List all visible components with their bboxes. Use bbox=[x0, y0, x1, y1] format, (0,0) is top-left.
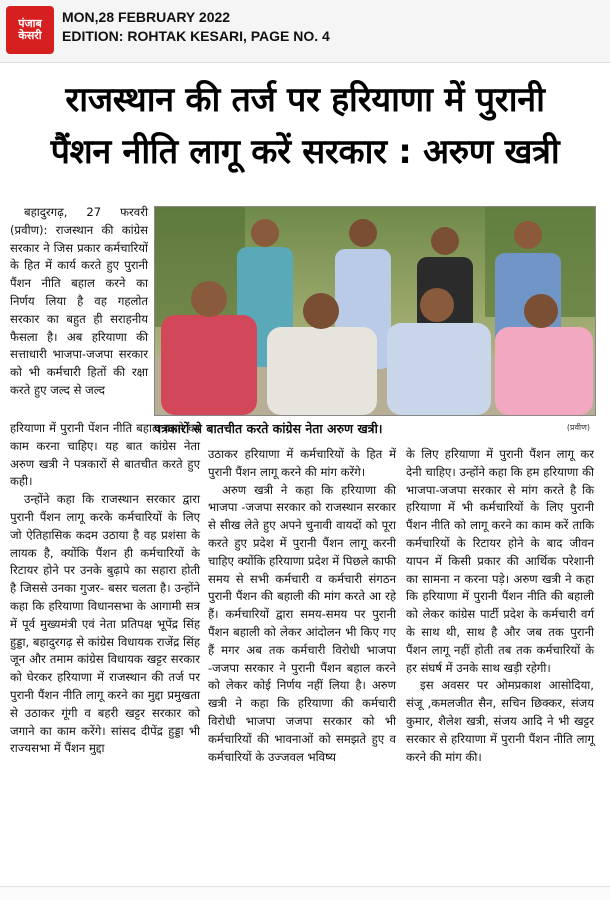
news-photo bbox=[154, 206, 596, 416]
intro-paragraph: बहादुरगढ़, 27 फरवरी (प्रवीण): राजस्थान की कांग्रेस सरकार ने जिस प्रकार कर्मचारियों के हित में कार्य करते हुए पुरानी पैंशन नीति बहाल करने का निर्णय लिया है वह गहलोत सरकार का बहुत ही सराहनीय फैसला है। अब हरियाणा की सत्ताधारी भाजपा-जजपा सरकार को भी कर्मचारी हितों की रक्षा करते हुए जल्द से जल्द bbox=[10, 205, 148, 397]
edition-meta bbox=[62, 8, 330, 46]
column-3 bbox=[406, 446, 594, 766]
article-body bbox=[8, 204, 594, 894]
page-bottom-strip bbox=[0, 886, 610, 900]
group-photo-illustration bbox=[155, 207, 595, 415]
article-headline bbox=[10, 74, 600, 178]
col2-paragraph-1: उठाकर हरियाणा में कर्मचारियों के हित में पुरानी पैंशन लागू करने की मांग करेंगे। bbox=[208, 447, 396, 479]
publication-date: MON,28 FEBRUARY 2022 bbox=[62, 9, 231, 25]
headline-line2: पैंशन नीति लागू करें सरकार : अरुण खत्री bbox=[50, 132, 560, 172]
logo-line2: केसरी bbox=[18, 29, 42, 42]
col1-paragraph-1: हरियाणा में पुरानी पेंशन नीति बहाल करने का काम करना चाहिए। यह बात कांग्रेस नेता अरुण खत्री ने पत्रकारों से बातचीत करते हुए कही। bbox=[10, 421, 200, 489]
logo-line1: पंजाब bbox=[18, 17, 42, 31]
photo-credit: (प्रवीण) bbox=[566, 423, 590, 432]
col2-paragraph-2: अरुण खत्री ने कहा कि हरियाणा की भाजपा -जजपा सरकार को राजस्थान सरकार से सीख लेते हुए अपने चुनावी वायदों को पूरा करते हुए प्रदेश में पुरानी पैंशन लागू करनी चाहिए क्योंकि हरियाणा प्रदेश में पिछले काफी समय से सभी कर्मचारी व कर्मचारी संगठन पुरानी पैंशन की बहाली की मांग करते आ रहे हैं। कर्मचारियों द्वारा समय-समय पर पुरानी पैंशन बहाली को लेकर आंदोलन भी किए गए हैं मगर अब तक कर्मचारी विरोधी भाजपा -जजपा सरकार ने पुरानी पैंशन बहाल करने को लेकर कोई निर्णय नहीं लिया है। अरुण खत्री ने कहा कि हरियाणा की कर्मचारी विरोधी भाजपा जजपा सरकार को भी कर्मचारियों की भावनाओं को समझते हुए व कर्मचारियों के उज्जवल भविष्य bbox=[208, 482, 396, 764]
col3-paragraph-2: इस अवसर पर ओमप्रकाश आसोदिया, संजू ,कमलजीत सैन, सचिन छिक्कर, संजय कुमार, शैलेश खत्री, संजय आदि ने भी खट्टर सरकार से हरियाणा में पुरानी पैंशन नीति लागू करने की मांग की। bbox=[406, 678, 594, 764]
column-2 bbox=[208, 446, 396, 766]
photo-caption: पत्रकारों से बातचीत करते कांग्रेस नेता अरुण खत्री। bbox=[154, 421, 383, 436]
newspaper-header bbox=[0, 0, 610, 63]
punjab-kesari-logo bbox=[6, 6, 54, 54]
edition-info: EDITION: ROHTAK KESARI, PAGE NO. 4 bbox=[62, 28, 330, 44]
column-1 bbox=[10, 420, 200, 758]
col3-paragraph-1: के लिए हरियाणा में पुरानी पैंशन लागू कर देनी चाहिए। उन्होंने कहा कि हम हरियाणा की भाजपा-जजपा सरकार से मांग करते है कि हरियाणा में भी कर्मचारियों के लिए पुरानी पैंशन नीति को लागू करने का काम करें ताकि कर्मचारियों के रिटायर होने के बाद जीवन यापन में किसी प्रकार की आर्थिक परेशानी का सामना न करना पड़े। अरुण खत्री ने कहा कि हरियाणा में पुरानी पैंशन नीति की बहाली को लेकर कांग्रेस पार्टी प्रदेश के कर्मचारी वर्ग के साथ थी, साथ है और जब तक पुरानी पैंशन लागू नहीं होती तब तक कर्मचारियों के हर संघर्ष में उनके साथ खड़ी रहेगी। bbox=[406, 447, 594, 675]
headline-line1: राजस्थान की तर्ज पर हरियाणा में पुरानी bbox=[65, 80, 545, 120]
photo-caption-bar bbox=[154, 418, 594, 440]
article-intro bbox=[10, 204, 148, 400]
col1-paragraph-2: उन्होंने कहा कि राजस्थान सरकार द्वारा पुरानी पैंशन लागू करके कर्मचारियों के लिए जो ऐतिहासिक कदम उठाया है वह प्रशंसा के लायक है, क्योंकि पैंशन ही कर्मचारियों के रिटायर होने पर उनके बुढ़ापे का सहारा होती है जिससे उनका गुजर- बसर चलता है। उन्होंने कहा कि हरियाणा विधानसभा के आगामी सत्र में पूर्व मुख्यमंत्री एवं नेता प्रतिपक्ष भूपेंद्र सिंह हुड्डा, बहादुरगढ़ से कांग्रेस विधायक राजेंद्र सिंह जून और तमाम कांग्रेस विधायक खट्टर सरकार को घेरकर हरियाणा में राजस्थान की तर्ज पर पुरानी पैंशन नीति लागू करने का मुद्दा प्रमुखता से उठाकर गूंगी व बहरी खट्टर सरकार को जगाने का काम करेंगे। सांसद दीपेंद्र हुड्डा भी राज्यसभा में पैंशन मुद्दा bbox=[10, 492, 200, 756]
